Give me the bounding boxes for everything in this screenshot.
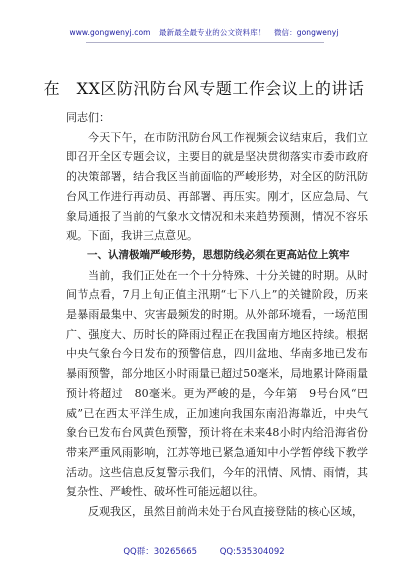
page-title: 在 XX区防汛防台风专题工作会议上的讲话 [43, 79, 365, 98]
section-heading: 一、认清极端严峻形势，思想防线必须在更高站位上筑牢 [87, 248, 350, 261]
wechat-id: 微信：gongwenyj [273, 28, 339, 37]
qq-group: QQ群：30265665 [123, 547, 198, 557]
document-body [66, 108, 368, 522]
header-divider [86, 42, 324, 43]
site-url[interactable]: www.gongwenyj.com [69, 28, 151, 37]
page-footer [0, 545, 408, 557]
body-paragraph: 当前，我们正处在一个十分特殊、十分关键的时期。从时间节点看，7月上旬正值主汛期“七下八上”的关键阶段，历来是暴雨最集中、灾害最频发的时期。从外部环境看，一场范围广、强度大、历时长的降雨过程正在我国南方地区持续。根据中央气象台今日发布的预警信息，四川盆地、华南多地已发布暴雨预警，部分地区小时雨量已超过50毫米，局地累计降雨量预计将超过 80毫米。更为严峻的是，今年第 9号台风“巴威”已在西太平洋生成，正加速向我国东南沿海靠近，中央气象台已发布台风黄色预警，预计将在未来48小时内给沿海省份带来严重风雨影响，江苏等地已紧急通知中小学暂停线下教学活动。这些信息反复警示我们，今年的汛情、风情、雨情，其复杂性、严峻性、破坏性可能远超以往。 [66, 268, 368, 499]
salutation: 同志们： [66, 111, 110, 124]
site-header [0, 27, 408, 38]
intro-paragraph: 今天下午，在市防汛防台风工作视频会议结束后，我们立即召开全区专题会议，主要目的就是坚决贯彻落实市委市政府的决策部署，结合我区当前面临的严峻形势，对全区的防汛防台风工作进行再动员、再部署、再压实。刚才，区应急局、气象局通报了当前的气象水文情况和未来趋势预测，情况不容乐观。下面，我讲三点意见。 [66, 130, 368, 243]
qq-number: QQ:535304092 [219, 547, 285, 557]
site-slogan: 最新最全最专业的公文资料库！ [159, 28, 266, 37]
body-paragraph: 反观我区，虽然目前尚未处于台风直接登陆的核心区域， [88, 505, 363, 519]
